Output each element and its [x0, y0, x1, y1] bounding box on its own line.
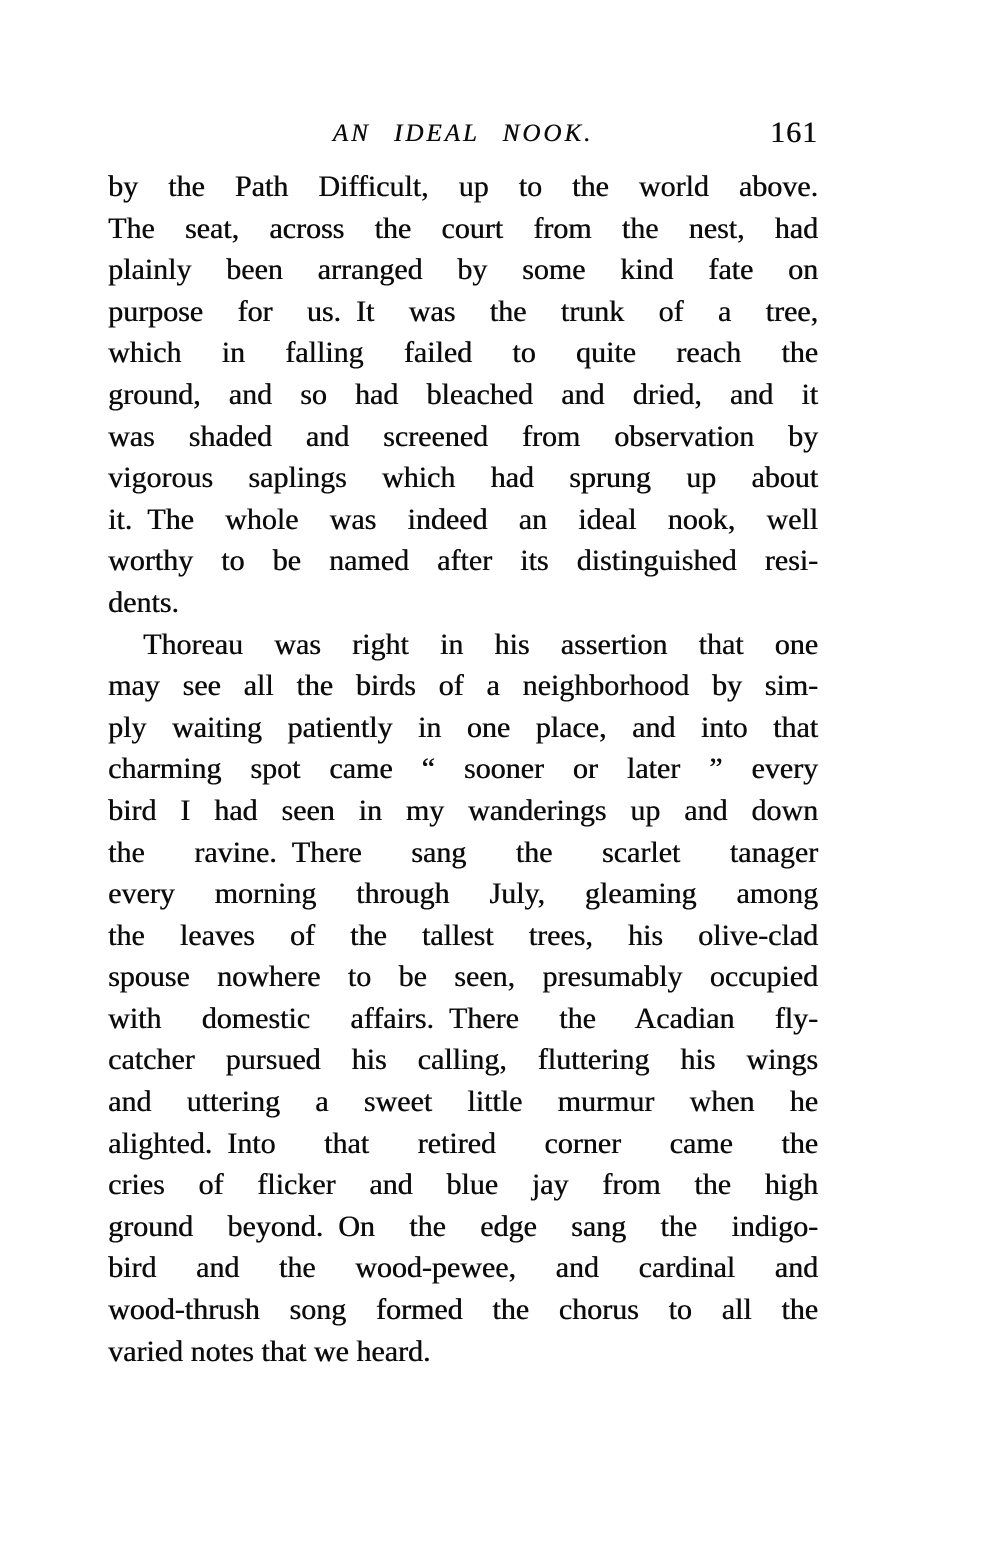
page-number: 161: [770, 116, 818, 149]
text-line: ply waiting patiently in one place, and into that: [108, 710, 818, 744]
text-line: ground, and so had bleached and dried, and it: [108, 377, 818, 411]
text-line: charming spot came “ sooner or later ” every: [108, 752, 818, 786]
text-line: worthy to be named after its distinguished resi-: [108, 544, 818, 578]
text-line: with domestic affairs. There the Acadian fly-: [108, 1001, 818, 1035]
text-line: varied notes that we heard.: [108, 1334, 431, 1368]
text-line: the ravine. There sang the scarlet tanager: [108, 835, 818, 869]
text-line: the leaves of the tallest trees, his olive-clad: [108, 918, 818, 952]
text-line: may see all the birds of a neighborhood by sim-: [108, 669, 818, 703]
text-line: every morning through July, gleaming among: [108, 877, 818, 911]
text-line: plainly been arranged by some kind fate on: [108, 253, 818, 287]
text-line: and uttering a sweet little murmur when he: [108, 1085, 818, 1119]
text-line: it. The whole was indeed an ideal nook, well: [108, 502, 818, 536]
text-line: dents.: [108, 585, 179, 619]
text-line: bird I had seen in my wanderings up and down: [108, 793, 818, 827]
text-line: The seat, across the court from the nest, had: [108, 211, 818, 245]
page-title: AN IDEAL NOOK.: [332, 120, 594, 147]
text-line: which in falling failed to quite reach the: [108, 336, 818, 370]
text-line: purpose for us. It was the trunk of a tree,: [108, 294, 818, 328]
text-line: was shaded and screened from observation by: [108, 419, 818, 453]
paragraph-2: [108, 624, 818, 1373]
running-header: [108, 116, 818, 160]
text-line: vigorous saplings which had sprung up about: [108, 461, 818, 495]
text-line: Thoreau was right in his assertion that one: [143, 627, 818, 661]
text-line: cries of flicker and blue jay from the high: [108, 1168, 818, 1202]
paragraph-1: [108, 166, 818, 624]
text-line: wood-thrush song formed the chorus to all the: [108, 1293, 818, 1327]
text-line: bird and the wood-pewee, and cardinal and: [108, 1251, 818, 1285]
text-line: alighted. Into that retired corner came the: [108, 1126, 818, 1160]
text-line: ground beyond. On the edge sang the indigo-: [108, 1209, 818, 1243]
text-line: catcher pursued his calling, fluttering his wings: [108, 1043, 818, 1077]
text-line: spouse nowhere to be seen, presumably occupied: [108, 960, 818, 994]
text-line: by the Path Difficult, up to the world above.: [108, 170, 818, 203]
page-text: [108, 166, 818, 1372]
